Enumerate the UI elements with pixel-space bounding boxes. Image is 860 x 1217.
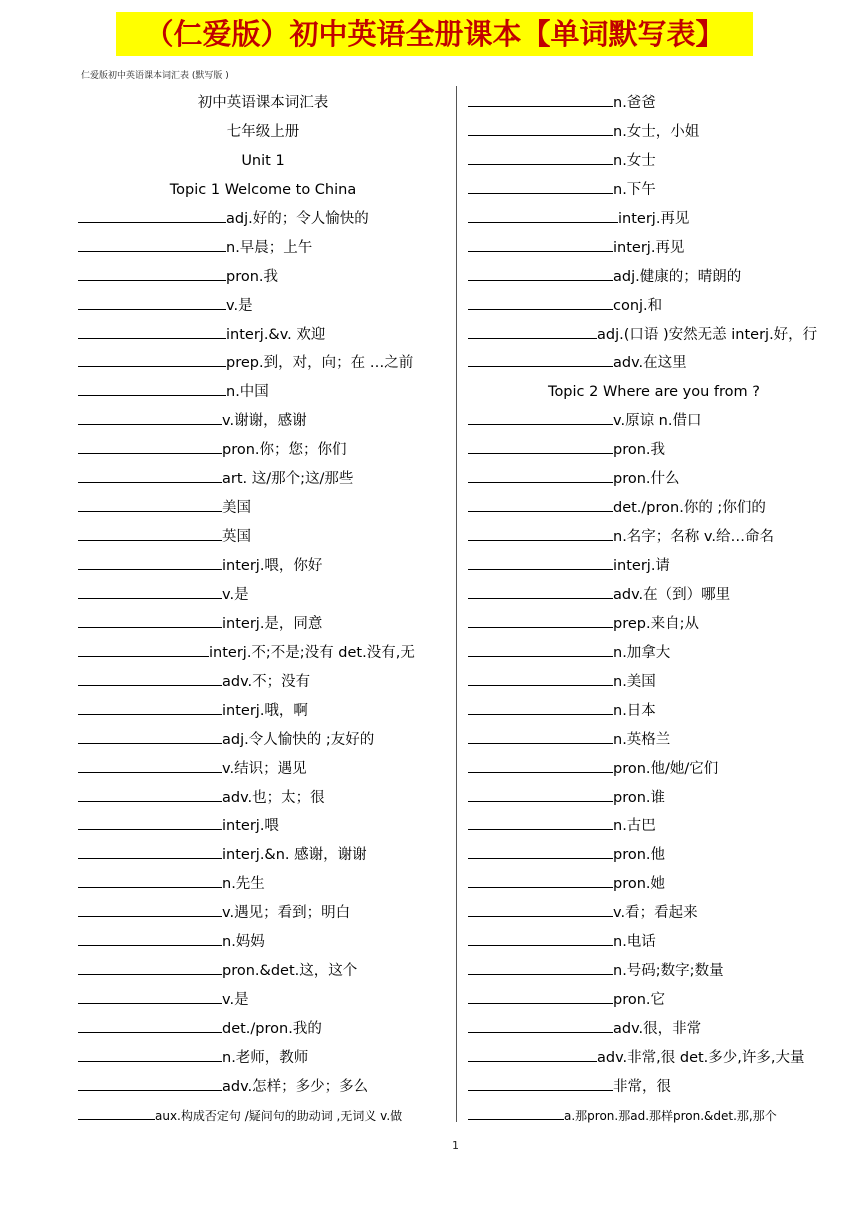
answer-blank[interactable] <box>468 729 613 744</box>
vocab-entry <box>78 726 448 755</box>
vocab-entry <box>468 1073 840 1102</box>
definition-text: pron.她 <box>613 876 666 893</box>
answer-blank[interactable] <box>468 208 618 223</box>
vocab-entry <box>78 697 448 726</box>
vocab-entry <box>468 523 840 552</box>
vocab-entry <box>78 784 448 813</box>
answer-blank[interactable] <box>78 584 222 599</box>
vocab-entry <box>78 870 448 899</box>
vocab-entry <box>78 668 448 697</box>
vocab-entry <box>78 1044 448 1073</box>
definition-text: interj.是，同意 <box>222 615 323 632</box>
definition-text: pron.谁 <box>613 789 666 806</box>
vocab-entry <box>468 205 840 234</box>
definition-text: pron.&det.这，这个 <box>222 963 358 980</box>
definition-text: n.号码;数字;数量 <box>613 963 724 980</box>
definition-text: adj.令人愉快的 ;友好的 <box>222 731 375 748</box>
vocab-entry <box>468 784 840 813</box>
answer-blank[interactable] <box>468 410 613 425</box>
vocab-entry <box>468 812 840 841</box>
section-heading: Unit 1 <box>241 152 285 169</box>
definition-text: a.那pron.那ad.那样pron.&det.那,那个 <box>564 1108 777 1123</box>
definition-text: n.日本 <box>613 702 656 719</box>
definition-text: n.女士，小姐 <box>613 123 700 140</box>
vocab-entry <box>468 118 840 147</box>
definition-text: adv.也；太；很 <box>222 789 325 806</box>
vocab-entry <box>78 928 448 957</box>
definition-text: interj.请 <box>613 558 670 574</box>
vocab-entry <box>468 349 840 378</box>
definition-text: n.名字；名称 v.给…命名 <box>613 529 774 546</box>
section-heading: Topic 1 Welcome to China <box>169 181 357 198</box>
answer-blank[interactable] <box>78 555 222 570</box>
vocab-entry <box>78 812 448 841</box>
definition-text: n.中国 <box>226 384 269 401</box>
vocab-entry <box>468 1044 840 1073</box>
definition-text: n.妈妈 <box>222 934 265 951</box>
definition-text: n.老师，教师 <box>222 1049 309 1066</box>
vocab-entry <box>78 234 448 263</box>
definition-text: prep.到，对，向；在 …之前 <box>226 355 414 372</box>
answer-blank[interactable] <box>468 92 613 107</box>
definition-text: interj.再见 <box>618 210 690 227</box>
definition-text: pron.他 <box>613 847 666 864</box>
vocab-entry <box>468 436 840 465</box>
definition-text: v.遇见；看到；明白 <box>222 905 351 922</box>
definition-text: n.美国 <box>613 673 656 690</box>
answer-blank[interactable] <box>78 815 222 830</box>
definition-text: interj.&n. 感谢，谢谢 <box>222 847 367 864</box>
answer-blank[interactable] <box>468 1047 597 1062</box>
definition-text: conj.和 <box>613 297 663 314</box>
answer-blank[interactable] <box>468 671 613 686</box>
definition-text: n.加拿大 <box>613 644 671 661</box>
vocab-entry <box>468 494 840 523</box>
vocab-entry <box>78 321 448 350</box>
answer-blank[interactable] <box>78 468 222 483</box>
answer-blank[interactable] <box>78 1076 222 1091</box>
definition-text: prep.来自;从 <box>613 615 699 632</box>
section-heading: 初中英语课本词汇表 <box>197 95 329 111</box>
definition-text: interj.喂，你好 <box>222 558 323 574</box>
definition-text: pron.我 <box>613 442 666 459</box>
answer-blank[interactable] <box>468 1105 564 1120</box>
definition-text: 美国 <box>222 500 251 517</box>
answer-blank[interactable] <box>468 815 613 830</box>
answer-blank[interactable] <box>468 555 613 570</box>
answer-blank[interactable] <box>468 758 613 773</box>
vocab-entry <box>468 176 840 205</box>
definition-text: pron.他/她/它们 <box>613 760 719 777</box>
definition-text: pron.它 <box>613 992 666 1009</box>
vocab-entry <box>78 263 448 292</box>
answer-blank[interactable] <box>78 844 222 859</box>
answer-blank[interactable] <box>78 266 226 281</box>
definition-text: det./pron.我的 <box>222 1021 322 1037</box>
answer-blank[interactable] <box>468 266 613 281</box>
answer-blank[interactable] <box>468 1076 613 1091</box>
answer-blank[interactable] <box>468 179 613 194</box>
answer-blank[interactable] <box>468 237 613 252</box>
vocab-entry <box>468 1015 840 1044</box>
definition-text: n.先生 <box>222 876 265 893</box>
definition-text: n.女士 <box>613 152 656 169</box>
vocab-entry <box>78 1073 448 1102</box>
vocab-entry <box>78 610 448 639</box>
answer-blank[interactable] <box>468 584 613 599</box>
vocab-entry <box>468 263 840 292</box>
vocab-entry <box>468 581 840 610</box>
section-heading: Topic 2 Where are you from ? <box>548 384 760 401</box>
answer-blank[interactable] <box>468 844 613 859</box>
answer-blank[interactable] <box>468 960 613 975</box>
definition-text: adv.怎样；多少；多么 <box>222 1078 369 1095</box>
vocab-entry <box>78 957 448 986</box>
answer-blank[interactable] <box>468 642 613 657</box>
definition-text: v.谢谢，感谢 <box>222 413 307 430</box>
answer-blank[interactable] <box>78 931 222 946</box>
answer-blank[interactable] <box>78 526 222 541</box>
answer-blank[interactable] <box>468 931 613 946</box>
definition-text: v.是 <box>222 586 249 603</box>
answer-blank[interactable] <box>468 787 613 802</box>
vocab-entry <box>468 610 840 639</box>
document-title: （仁爱版）初中英语全册课本【单词默写表】 <box>116 12 753 56</box>
answer-blank[interactable] <box>468 295 613 310</box>
answer-blank[interactable] <box>468 902 613 917</box>
definition-text: adj.好的；令人愉快的 <box>226 210 369 227</box>
answer-blank[interactable] <box>468 989 613 1004</box>
answer-blank[interactable] <box>78 352 226 367</box>
vocab-entry <box>78 523 448 552</box>
answer-blank[interactable] <box>78 324 226 339</box>
vocab-entry <box>78 378 448 407</box>
vocab-entry <box>78 205 448 234</box>
definition-text: interj.不;不是;没有 det.没有,无 <box>209 644 415 661</box>
vocab-entry <box>468 957 840 986</box>
vocab-entry <box>468 639 840 668</box>
vocab-entry <box>468 552 840 581</box>
definition-text: v.是 <box>226 297 253 314</box>
answer-blank[interactable] <box>468 150 613 165</box>
definition-text: adv.非常,很 det.多少,许多,大量 <box>597 1049 805 1066</box>
answer-blank[interactable] <box>468 439 613 454</box>
answer-blank[interactable] <box>78 729 222 744</box>
answer-blank[interactable] <box>78 497 222 512</box>
definition-text: pron.你；您；你们 <box>222 442 347 459</box>
definition-text: adj.(口语 )安然无恙 interj.好，行 <box>597 326 818 343</box>
definition-text: interj.&v. 欢迎 <box>226 326 326 343</box>
definition-text: pron.什么 <box>613 471 680 488</box>
column-divider <box>456 86 457 1122</box>
answer-blank[interactable] <box>468 526 613 541</box>
definition-text: adv.很，非常 <box>613 1021 702 1037</box>
vocab-entry <box>78 436 448 465</box>
definition-text: n.下午 <box>613 181 656 198</box>
definition-text: interj.哦，啊 <box>222 702 308 719</box>
answer-blank[interactable] <box>78 902 222 917</box>
vocab-entry <box>468 292 840 321</box>
vocab-entry <box>78 986 448 1015</box>
vocab-entry <box>78 465 448 494</box>
definition-text: det./pron.你的 ;你们的 <box>613 500 766 517</box>
definition-text: art. 这/那个;这/那些 <box>222 471 354 488</box>
vocab-entry <box>468 928 840 957</box>
answer-blank[interactable] <box>468 468 613 483</box>
definition-text: pron.我 <box>226 268 279 285</box>
answer-blank[interactable] <box>78 873 222 888</box>
vocab-entry <box>78 1102 448 1131</box>
answer-blank[interactable] <box>468 497 613 512</box>
vocab-entry <box>468 147 840 176</box>
left-column <box>78 89 448 1131</box>
answer-blank[interactable] <box>78 613 222 628</box>
vocab-entry <box>468 755 840 784</box>
definition-text: aux.构成否定句 /疑问句的助动词 ,无词义 v.做 <box>155 1108 403 1123</box>
answer-blank[interactable] <box>78 439 222 454</box>
vocab-entry <box>78 349 448 378</box>
definition-text: interj.再见 <box>613 239 685 256</box>
answer-blank[interactable] <box>78 381 226 396</box>
vocab-entry <box>78 552 448 581</box>
definition-text: v.结识；遇见 <box>222 760 307 777</box>
answer-blank[interactable] <box>78 295 226 310</box>
vocab-entry <box>468 726 840 755</box>
header-note: 仁爱版初中英语课本词汇表 (默写版 ) <box>81 71 229 81</box>
definition-text: adj.健康的；晴朗的 <box>613 268 742 285</box>
vocab-entry <box>78 899 448 928</box>
definition-text: interj.喂 <box>222 818 279 835</box>
definition-text: n.古巴 <box>613 818 656 835</box>
answer-blank[interactable] <box>78 700 222 715</box>
vocab-entry <box>468 321 840 350</box>
answer-blank[interactable] <box>468 324 597 339</box>
definition-text: 非常，很 <box>613 1078 671 1095</box>
answer-blank[interactable] <box>78 642 209 657</box>
answer-blank[interactable] <box>78 787 222 802</box>
answer-blank[interactable] <box>468 700 613 715</box>
answer-blank[interactable] <box>78 208 226 223</box>
vocab-entry <box>468 465 840 494</box>
definition-text: n.电话 <box>613 934 656 951</box>
definition-text: v.原谅 n.借口 <box>613 413 702 430</box>
answer-blank[interactable] <box>468 121 613 136</box>
definition-text: adv.在（到）哪里 <box>613 586 731 603</box>
answer-blank[interactable] <box>78 410 222 425</box>
section-heading: 七年级上册 <box>226 123 300 140</box>
answer-blank[interactable] <box>78 989 222 1004</box>
definition-text: n.爸爸 <box>613 95 656 111</box>
vocab-entry <box>468 89 840 118</box>
vocab-entry <box>78 841 448 870</box>
answer-blank[interactable] <box>78 1018 222 1033</box>
vocab-entry <box>78 1015 448 1044</box>
answer-blank[interactable] <box>78 237 226 252</box>
answer-blank[interactable] <box>78 671 222 686</box>
answer-blank[interactable] <box>468 352 613 367</box>
answer-blank[interactable] <box>78 1047 222 1062</box>
vocab-entry <box>468 841 840 870</box>
definition-text: v.是 <box>222 992 249 1009</box>
definition-text: adv.不；没有 <box>222 673 311 690</box>
definition-text: n.英格兰 <box>613 731 671 748</box>
vocab-entry <box>468 234 840 263</box>
vocab-entry <box>468 986 840 1015</box>
vocab-entry <box>468 1102 840 1131</box>
vocab-entry <box>78 494 448 523</box>
vocab-entry <box>468 407 840 436</box>
vocab-entry <box>468 697 840 726</box>
definition-text: 英国 <box>222 529 251 546</box>
vocab-entry <box>78 755 448 784</box>
vocab-entry <box>78 639 448 668</box>
answer-blank[interactable] <box>78 960 222 975</box>
vocab-entry <box>78 292 448 321</box>
vocab-entry <box>78 407 448 436</box>
vocab-entry <box>78 581 448 610</box>
answer-blank[interactable] <box>468 1018 613 1033</box>
vocab-entry <box>468 870 840 899</box>
vocab-entry <box>468 668 840 697</box>
definition-text: v.看；看起来 <box>613 905 698 922</box>
definition-text: adv.在这里 <box>613 355 687 372</box>
definition-text: n.早晨；上午 <box>226 239 313 256</box>
answer-blank[interactable] <box>468 613 613 628</box>
right-column <box>468 89 840 1131</box>
answer-blank[interactable] <box>468 873 613 888</box>
answer-blank[interactable] <box>78 758 222 773</box>
vocab-entry <box>468 899 840 928</box>
answer-blank[interactable] <box>78 1105 155 1120</box>
page-number: 1 <box>452 1139 459 1152</box>
